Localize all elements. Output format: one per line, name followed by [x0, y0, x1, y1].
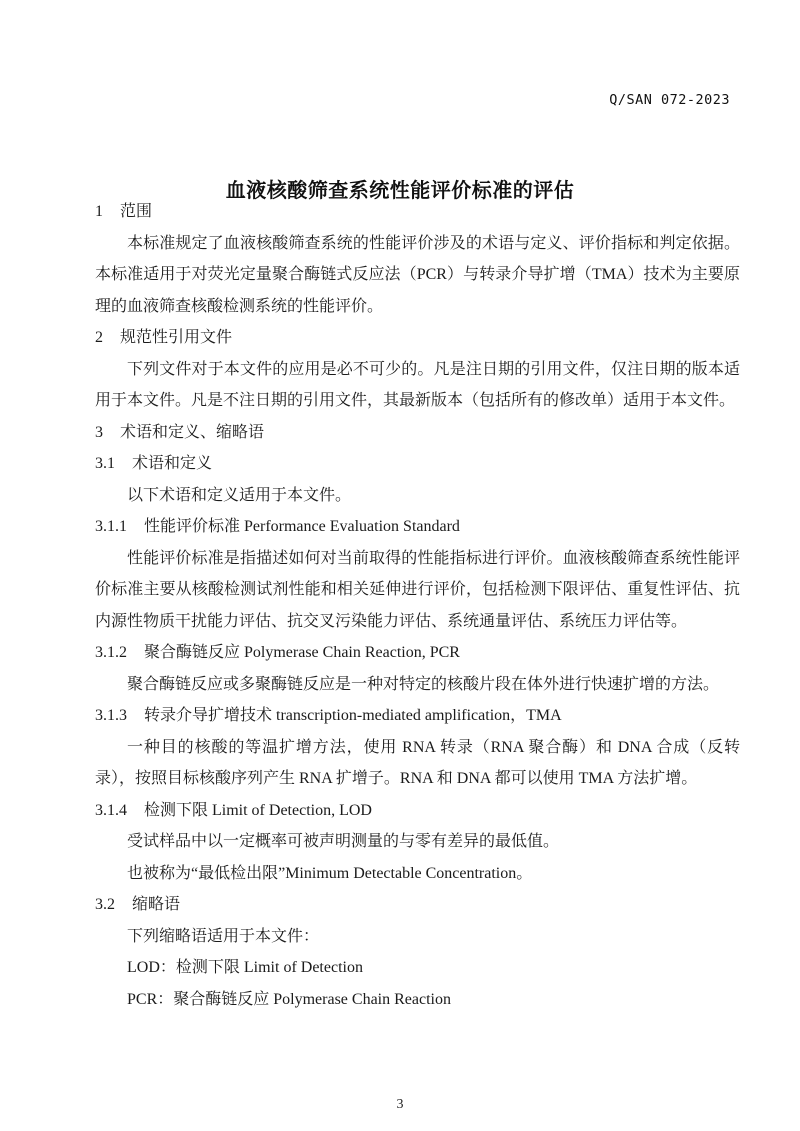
- section-heading-3-2: [95, 889, 740, 921]
- section-title: 检测下限 Limit of Detection, LOD: [144, 801, 372, 819]
- paragraph-terms-intro: 以下术语和定义适用于本文件。: [127, 486, 352, 504]
- section-number: 3.1.3: [95, 707, 127, 724]
- section-number: 3.1.1: [95, 518, 127, 535]
- section-title: 术语和定义: [132, 455, 213, 472]
- section-heading-3-1-1: [95, 511, 740, 543]
- section-heading-1: [95, 196, 740, 228]
- page-number: 3: [396, 1097, 404, 1112]
- document-code: Q/SAN 072-2023: [609, 92, 730, 108]
- section-title: 规范性引用文件: [120, 329, 233, 346]
- section-number: 2: [95, 329, 103, 346]
- paragraph-abbreviations-intro: 下列缩略语适用于本文件：: [127, 927, 320, 945]
- section-heading-3-1-3: [95, 700, 740, 732]
- section-number: 3.1.2: [95, 644, 127, 661]
- paragraph-scope: 本标准规定了血液核酸筛查系统的性能评价涉及的术语与定义、评价指标和判定依据。本标准适用于对荧光定量聚合酶链式反应法（PCR）与转录介导扩增（TMA）技术为主要原理的血液筛查核酸检测系统的性能评价。: [95, 234, 740, 315]
- section-title: 聚合酶链反应 Polymerase Chain Reaction, PCR: [144, 644, 460, 661]
- section-number: 3: [95, 423, 103, 441]
- section-heading-2: [95, 322, 740, 354]
- section-title: 范围: [120, 203, 153, 220]
- section-number: 1: [95, 203, 103, 220]
- document-body: [95, 196, 740, 1015]
- section-number: 3.1: [95, 455, 115, 472]
- paragraph-normative-references: 下列文件对于本文件的应用是必不可少的。凡是注日期的引用文件，仅注日期的版本适用于本文件。凡是不注日期的引用文件，其最新版本（包括所有的修改单）适用于本文件。: [95, 360, 740, 409]
- section-title: 转录介导扩增技术 transcription-mediated amplification，TMA: [144, 707, 562, 724]
- paragraph-lod-alias: 也被称为“最低检出限”Minimum Detectable Concentration。: [127, 864, 533, 882]
- section-number: 3.1.4: [95, 801, 127, 819]
- section-heading-3-1-2: [95, 637, 740, 669]
- section-title: 术语和定义、缩略语: [120, 423, 265, 441]
- page-title: 血液核酸筛查系统性能评价标准的评估: [225, 180, 575, 203]
- section-heading-3-1-4: [95, 795, 740, 827]
- paragraph-tma-definition: 一种目的核酸的等温扩增方法，使用 RNA 转录（RNA 聚合酶）和 DNA 合成（反转录），按照目标核酸序列产生 RNA 扩增子。RNA 和 DNA 都可以使用 TMA 方法扩增。: [95, 738, 740, 787]
- section-title: 性能评价标准 Performance Evaluation Standard: [144, 518, 460, 535]
- section-number: 3.2: [95, 896, 115, 913]
- paragraph-pcr-definition: 聚合酶链反应或多聚酶链反应是一种对特定的核酸片段在体外进行快速扩增的方法。: [127, 675, 720, 693]
- abbreviation-lod: LOD：检测下限 Limit of Detection: [127, 959, 363, 976]
- section-title: 缩略语: [132, 896, 181, 913]
- paragraph-performance-evaluation: 性能评价标准是指描述如何对当前取得的性能指标进行评价。血液核酸筛查系统性能评价标准主要从核酸检测试剂性能和相关延伸进行评价，包括检测下限评估、重复性评估、抗内源性物质干扰能力评估、抗交叉污染能力评估、系统通量评估、系统压力评估等。: [95, 549, 740, 630]
- section-heading-3: [95, 417, 740, 449]
- abbreviation-pcr: PCR：聚合酶链反应 Polymerase Chain Reaction: [127, 990, 451, 1008]
- paragraph-lod-definition: 受试样品中以一定概率可被声明测量的与零有差异的最低值。: [127, 833, 560, 850]
- section-heading-3-1: [95, 448, 740, 480]
